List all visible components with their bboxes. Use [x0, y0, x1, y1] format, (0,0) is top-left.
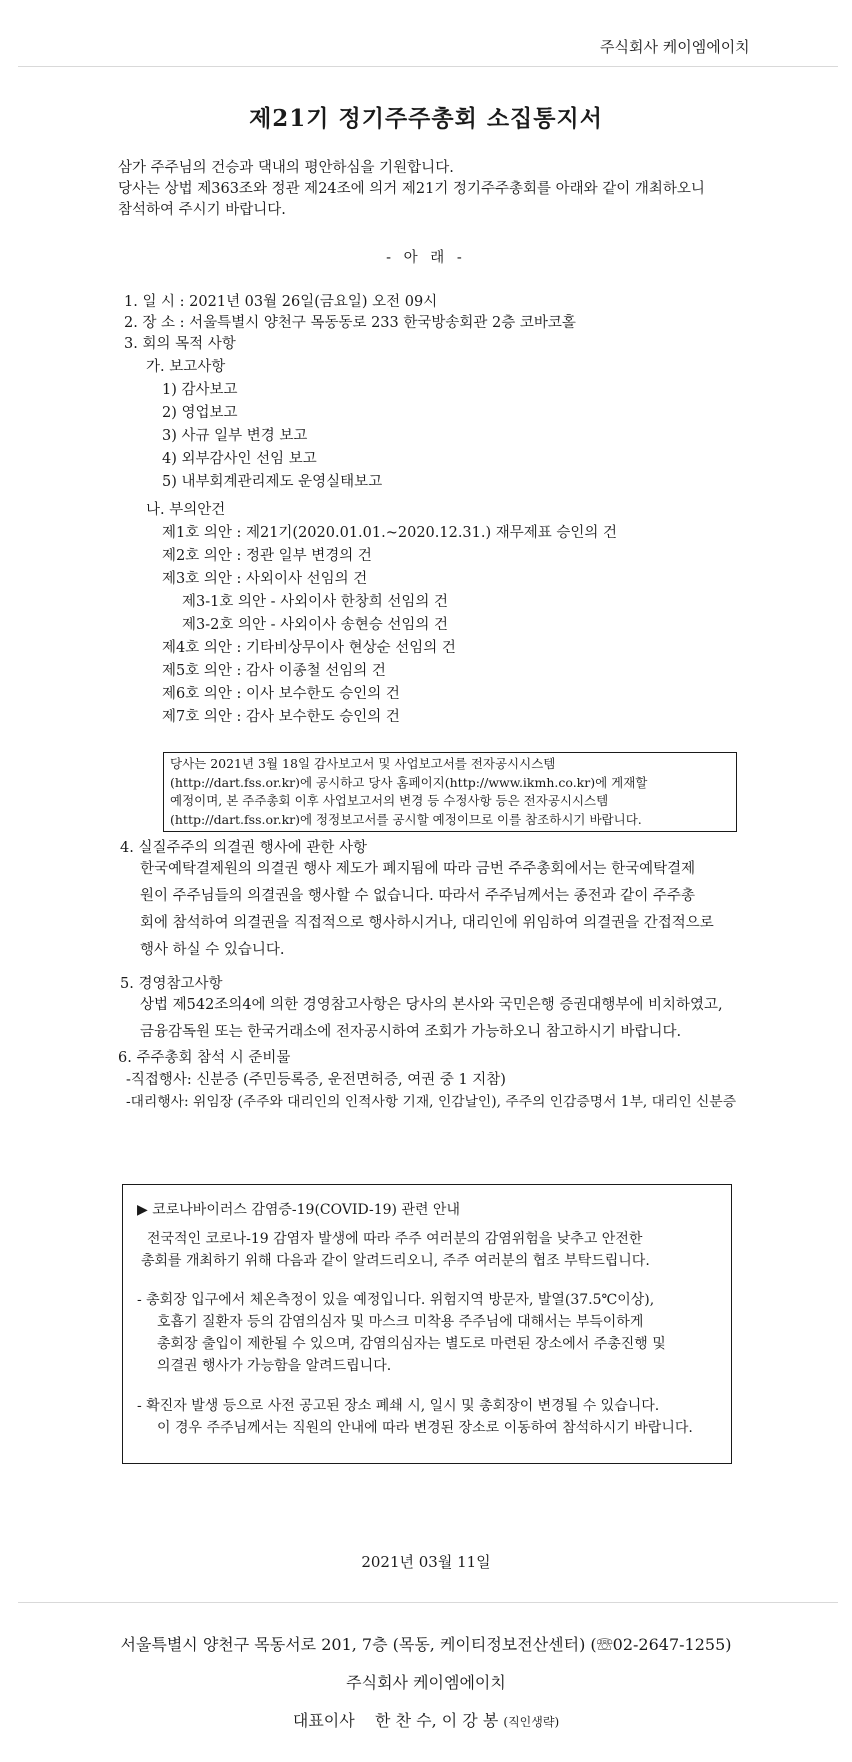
resolutions-heading: 나. 부의안건	[146, 502, 226, 518]
footer-divider	[18, 1602, 838, 1603]
resolution-item: 제7호 의안 : 감사 보수한도 승인의 건	[162, 709, 400, 725]
agenda-location: 2. 장 소 : 서울특별시 양천구 목동동로 233 한국방송회관 2층 코바코홀	[124, 315, 576, 331]
notice-line: (http://dart.fss.or.kr)에 공시하고 당사 홈페이지(http://www.ikmh.co.kr)에 게재할	[170, 774, 648, 790]
document-title: 제21기 정기주주총회 소집통지서	[249, 105, 603, 132]
footer-company: 주식회사 케이엠에이치	[346, 1673, 506, 1692]
notice-line: (http://dart.fss.or.kr)에 정정보고서를 공시할 예정이므로 이를 참조하시기 바랍니다.	[170, 811, 642, 827]
resolution-item: 제4호 의안 : 기타비상무이사 현상순 선임의 건	[162, 640, 456, 656]
below-label: - 아 래 -	[386, 250, 466, 266]
covid-bullet-line: - 총회장 입구에서 체온측정이 있을 예정입니다. 위험지역 방문자, 발열(37.5℃이상),	[137, 1292, 655, 1308]
covid-bullet-line: 총회장 출입이 제한될 수 있으며, 감염의심자는 별도로 마련된 장소에서 주총진행 및	[157, 1336, 666, 1352]
section5-line: 상법 제542조의4에 의한 경영참고사항은 당사의 본사와 국민은행 증권대행부에 비치하였고,	[140, 997, 723, 1013]
resolution-item: 제2호 의안 : 정관 일부 변경의 건	[162, 548, 372, 564]
section4-line: 행사 하실 수 있습니다.	[140, 942, 285, 958]
section5-line: 금융감독원 또는 한국거래소에 전자공시하여 조회가 가능하오니 참고하시기 바랍니다.	[140, 1024, 682, 1040]
agenda-purpose-heading: 3. 회의 목적 사항	[124, 336, 236, 352]
section4-heading: 4. 실질주주의 의결권 행사에 관한 사항	[120, 840, 367, 856]
report-item: 1) 감사보고	[162, 382, 238, 398]
covid-notice-box	[122, 1184, 732, 1464]
footer-address: 서울특별시 양천구 목동서로 201, 7층 (목동, 케이티정보전산센터) (☏02-2647-1255)	[120, 1635, 732, 1654]
section4-body	[140, 856, 714, 964]
section4-line: 회에 참석하여 의결권을 직접적으로 행사하시거나, 대리인에 위임하여 의결권을 간접적으로	[140, 915, 714, 931]
ceo-names: 한 찬 수, 이 강 봉	[375, 1711, 499, 1730]
intro-line: 참석하여 주시기 바랍니다.	[118, 202, 286, 218]
covid-bullet-line: - 확진자 발생 등으로 사전 공고된 장소 폐쇄 시, 일시 및 총회장이 변경될 수 있습니다.	[137, 1398, 660, 1414]
direct-attendance-requirements: -직접행사: 신분증 (주민등록증, 운전면허증, 여권 중 1 지참)	[126, 1072, 506, 1088]
agenda-date: 1. 일 시 : 2021년 03월 26일(금요일) 오전 09시	[124, 294, 438, 310]
header-company-name: 주식회사 케이엠에이치	[600, 38, 750, 56]
intro-paragraph	[118, 158, 730, 221]
covid-bullet-line: 의결권 행사가 가능함을 알려드립니다.	[157, 1358, 392, 1374]
covid-intro-line: 총회를 개최하기 위해 다음과 같이 알려드리오니, 주주 여러분의 협조 부탁드립니다.	[141, 1253, 650, 1269]
notice-line: 예정이며, 본 주주총회 이후 사업보고서의 변경 등 수정사항 등은 전자공시시스템	[170, 793, 609, 808]
section4-line: 한국예탁결제원의 의결권 행사 제도가 폐지됨에 따라 금번 주주총회에서는 한국예탁결제	[140, 861, 696, 877]
resolution-item: 제1호 의안 : 제21기(2020.01.01.~2020.12.31.) 재무제표 승인의 건	[162, 525, 618, 541]
intro-line: 삼가 주주님의 건승과 댁내의 평안하심을 기원합니다.	[118, 160, 454, 176]
section6-heading: 6. 주주총회 참석 시 준비물	[118, 1050, 291, 1066]
report-item: 3) 사규 일부 변경 보고	[162, 428, 308, 444]
seal-note: (직인생략)	[503, 1715, 560, 1729]
notice-line: 당사는 2021년 3월 18일 감사보고서 및 사업보고서를 전자공시시스템	[170, 756, 556, 771]
header-divider	[18, 66, 838, 67]
report-item: 2) 영업보고	[162, 405, 238, 421]
notice-date: 2021년 03월 11일	[361, 1553, 491, 1571]
disclosure-notice-box	[163, 752, 737, 832]
resolution-subitem: 제3-1호 의안 - 사외이사 한창희 선임의 건	[182, 594, 449, 610]
covid-bullet-line: 호흡기 질환자 등의 감염의심자 및 마스크 미착용 주주님에 대해서는 부득이하게	[157, 1314, 644, 1330]
covid-bullet-line: 이 경우 주주님께서는 직원의 안내에 따라 변경된 장소로 이동하여 참석하시기 바랍니다.	[157, 1420, 693, 1436]
reports-heading: 가. 보고사항	[146, 359, 226, 375]
resolution-item: 제5호 의안 : 감사 이종철 선임의 건	[162, 663, 386, 679]
resolution-item: 제3호 의안 : 사외이사 선임의 건	[162, 571, 368, 587]
section5-body	[140, 992, 723, 1046]
intro-line: 당사는 상법 제363조와 정관 제24조에 의거 제21기 정기주주총회를 아래와 같이 개최하오니	[118, 181, 705, 197]
covid-heading: ▶ 코로나바이러스 감염증-19(COVID-19) 관련 안내	[137, 1202, 460, 1218]
resolution-item: 제6호 의안 : 이사 보수한도 승인의 건	[162, 686, 400, 702]
resolution-subitem: 제3-2호 의안 - 사외이사 송현승 선임의 건	[182, 617, 449, 633]
report-item: 5) 내부회계관리제도 운영실태보고	[162, 474, 383, 490]
report-item: 4) 외부감사인 선임 보고	[162, 451, 317, 467]
covid-intro-line: 전국적인 코로나-19 감염자 발생에 따라 주주 여러분의 감염위험을 낮추고 안전한	[147, 1231, 643, 1247]
ceo-label: 대표이사	[292, 1711, 355, 1730]
footer-representatives	[0, 1708, 852, 1731]
proxy-attendance-requirements: -대리행사: 위임장 (주주와 대리인의 인적사항 기재, 인감날인), 주주의 인감증명서 1부, 대리인 신분증	[126, 1094, 737, 1110]
section4-line: 원이 주주님들의 의결권을 행사할 수 없습니다. 따라서 주주님께서는 종전과 같이 주주총	[140, 888, 695, 904]
section5-heading: 5. 경영참고사항	[120, 976, 223, 992]
